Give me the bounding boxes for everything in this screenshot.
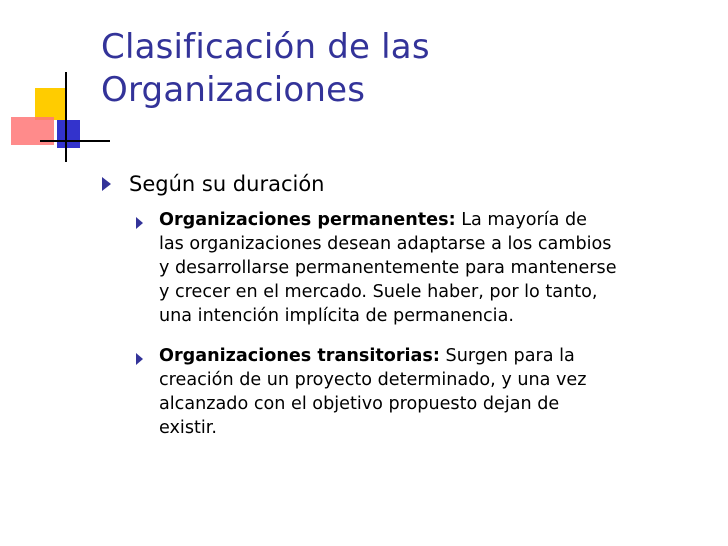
yellow-square [35,88,67,120]
decorative-squares [0,0,110,170]
term-permanentes: Organizaciones permanentes: [159,210,456,230]
slide-title [101,26,430,112]
bullet-level1-text: Según su duración [129,172,325,196]
text-line: creación de un proyecto determinado, y una vez [159,370,587,390]
bullet-transitorias-text [159,344,696,440]
text-line [159,344,696,368]
text-segment: Surgen para la [439,346,575,366]
triangle-bullet-icon [102,177,111,191]
triangle-bullet-icon [136,217,143,229]
text-line: existir. [159,418,217,438]
bullet-permanentes-text [159,208,696,328]
slide-title-line-2: Organizaciones [101,70,366,110]
text-segment: La mayoría de [455,210,587,230]
slide-title-line-1: Clasificación de las [101,27,430,67]
text-line: una intención implícita de permanencia. [159,306,514,326]
triangle-bullet-icon [136,353,143,365]
term-transitorias: Organizaciones transitorias: [159,346,440,366]
text-line: alcanzado con el objetivo propuesto dejan de [159,394,560,414]
text-line: y desarrollarse permanentemente para mantenerse [159,258,617,278]
text-line: las organizaciones desean adaptarse a los cambios [159,234,612,254]
blue-square [57,120,80,148]
text-line: y crecer en el mercado. Suele haber, por lo tanto, [159,282,598,302]
text-line [159,208,696,232]
